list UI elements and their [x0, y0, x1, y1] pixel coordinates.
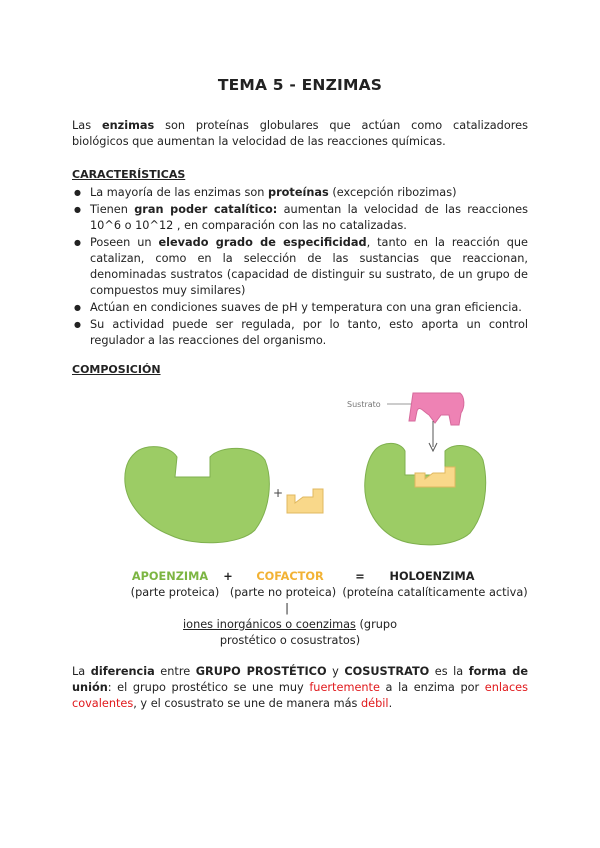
substrate-shape [409, 393, 464, 425]
holoenzima-label: HOLOENZIMA [389, 570, 475, 583]
list-item: ● Actúan en condiciones suaves de pH y temperatura con una gran eficiencia. [72, 300, 528, 316]
cofactor-shape [287, 489, 323, 513]
equation-plus: + [223, 570, 233, 583]
apoenzyme-shape [125, 447, 270, 543]
list-item: ● Tienen gran poder catalítico: aumentan la velocidad de las reacciones 10^6 o 10^12 , en comparación con las no catalizadas. [72, 202, 528, 234]
sustrato-label: Sustrato [347, 400, 381, 409]
connector-bar: | [285, 602, 289, 615]
list-item: ● La mayoría de las enzimas son proteínas (excepción ribozimas) [72, 185, 528, 201]
holoenzyme-shape [365, 443, 486, 545]
composicion-heading: COMPOSICIÓN [72, 363, 161, 376]
bound-cofactor-shape [415, 467, 455, 487]
intro-text: Las [72, 119, 102, 132]
cofactor-types-rest: (grupo [355, 618, 397, 631]
apoenzima-desc: (parte proteica) [130, 586, 220, 599]
intro-bold: enzimas [101, 119, 155, 132]
cofactor-types-line2: prostético o cosustratos) [219, 634, 361, 647]
diagram-plus: + [273, 486, 284, 500]
holoenzima-desc: (proteína catalíticamente activa) [342, 586, 528, 599]
caracteristicas-list [72, 185, 528, 350]
page-title: TEMA 5 - ENZIMAS [217, 76, 383, 94]
intro-text-end: son proteínas globulares que actúan como catalizadores biológicos que aumentan la velocidad de las reacciones químicas. [72, 119, 528, 148]
cofactor-desc: (parte no proteica) [229, 586, 337, 599]
caracteristicas-heading: CARACTERÍSTICAS [72, 168, 186, 181]
enzyme-diagram [115, 385, 495, 555]
cofactor-types [160, 617, 420, 633]
list-item: ● Poseen un elevado grado de especificidad, tanto en la reacción que catalizan, como en la selección de las sustancias que reaccionan, denominadas sustratos (capacidad de distinguir su sustrato, de un grupo de compuestos muy similares) [72, 235, 528, 299]
equation-equals: = [355, 570, 365, 583]
intro-paragraph [72, 118, 528, 150]
cofactor-label: COFACTOR [256, 570, 324, 583]
list-item: ● Su actividad puede ser regulada, por lo tanto, esto aporta un control regulador a las reacciones del organismo. [72, 317, 528, 349]
apoenzima-label: APOENZIMA [131, 570, 209, 583]
cofactor-types-underlined: iones inorgánicos o coenzimas [183, 618, 356, 631]
diferencia-paragraph: La diferencia entre GRUPO PROSTÉTICO y COSUSTRATO es la forma de unión: el grupo prostético se une muy fuertemente a la enzima por enlaces covalentes, y el cosustrato se une de manera más débil. [72, 665, 529, 710]
